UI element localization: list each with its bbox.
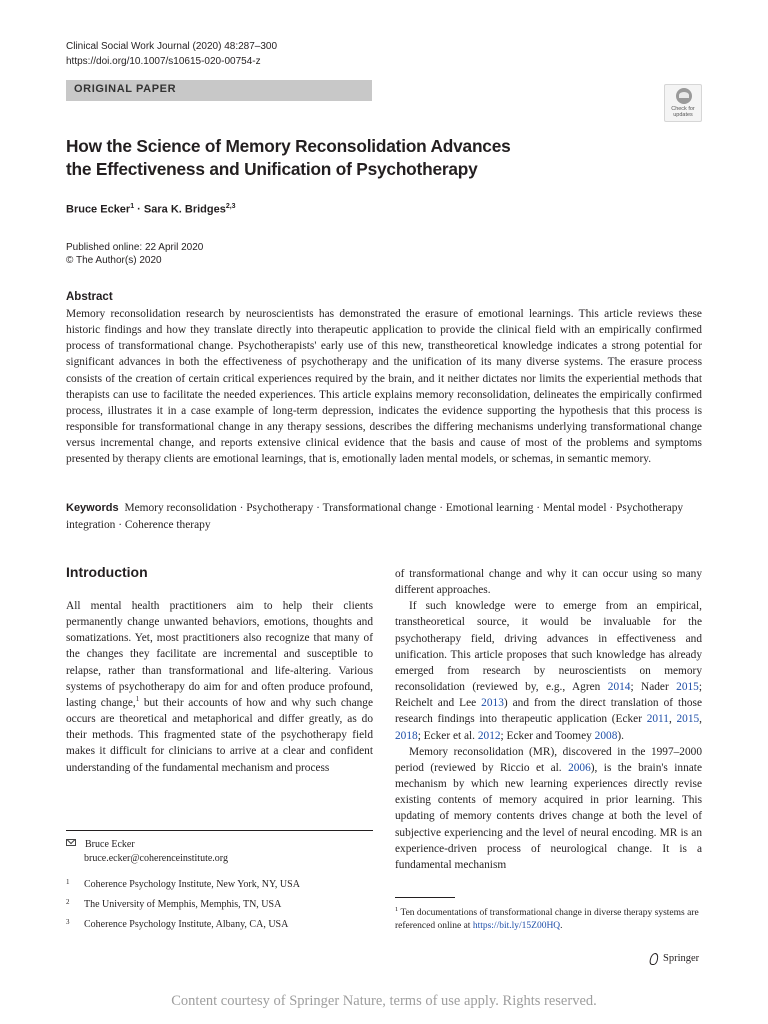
affiliation-text: Coherence Psychology Institute, Albany, CA, USA: [84, 919, 289, 930]
affiliation-item: [66, 876, 300, 891]
author-affiliation-marker: 1: [130, 203, 135, 210]
published-date: Published online: 22 April 2020: [66, 242, 204, 253]
author-list: [66, 203, 236, 216]
footnote-divider: [395, 897, 455, 898]
affiliation-text: Coherence Psychology Institute, New York, NY, USA: [84, 879, 300, 890]
footnote-marker[interactable]: 1: [135, 695, 140, 704]
footnote-end: .: [560, 921, 563, 932]
affiliation-number: 3: [66, 918, 70, 926]
title-line-2: the Effectiveness and Unification of Psychotherapy: [66, 159, 478, 179]
paragraph-text: ; Nader: [630, 681, 677, 694]
paragraph-text: but their accounts of how and why such change occurs are theoretical and metaphorical and differ greatly, as do their methods. This fragmented state of the psychotherapy field makes it difficult for clinicians to arrive at a clear and confident understanding of the fundamental mechanism and process: [66, 696, 373, 774]
badge-line-2: updates: [673, 112, 693, 118]
check-for-updates-icon: [676, 88, 692, 104]
author-name[interactable]: Bruce Ecker: [66, 203, 131, 216]
paragraph-text: ) and from the direct translation of those research findings into therapeutic application (Ecker: [395, 697, 702, 726]
author-separator: ·: [134, 203, 144, 216]
abstract-heading: Abstract: [66, 291, 113, 303]
body-paragraph: [395, 744, 702, 873]
citation-link[interactable]: 2015: [676, 681, 699, 694]
citation-link[interactable]: 2013: [481, 697, 504, 710]
doi-link[interactable]: https://doi.org/10.1007/s10615-020-00754-z: [66, 56, 261, 67]
check-for-updates-badge[interactable]: [664, 84, 702, 122]
keywords-list: Memory reconsolidation · Psychotherapy · Transformational change · Emotional learning · Mental model · Psychotherapy integration · Coherence therapy: [66, 502, 684, 531]
contact-email[interactable]: bruce.ecker@coherenceinstitute.org: [84, 853, 228, 864]
affiliation-item: [66, 916, 288, 931]
badge-line-1: Check for: [671, 106, 695, 112]
paragraph-text: ; Ecker et al.: [417, 729, 478, 742]
citation-link[interactable]: 2006: [568, 761, 591, 774]
paragraph-text: ).: [617, 729, 624, 742]
paragraph-text: ; Ecker and Toomey: [500, 729, 595, 742]
footnote-divider: [66, 830, 373, 831]
footnote-link[interactable]: https://bit.ly/15Z00HQ: [472, 921, 561, 932]
citation-link[interactable]: 2014: [607, 681, 631, 694]
journal-citation: Clinical Social Work Journal (2020) 48:287–300: [66, 41, 278, 52]
body-column-left: [66, 598, 373, 776]
citation-link[interactable]: 2015: [676, 713, 700, 726]
section-heading-introduction: Introduction: [66, 564, 148, 580]
copyright-notice: © The Author(s) 2020: [66, 255, 162, 266]
paragraph-text: All mental health practitioners aim to help their clients permanently change unwanted behaviors, emotions, thoughts and somatizations. Yet, most practitioners also recognize that many of the changes they facilitate are incremental and susceptible to relapse, rather than transformational and life-altering. Various systems of psychotherapy do aim for and often produce profound, lasting change,: [66, 600, 373, 709]
springer-horse-icon: [648, 952, 659, 965]
affiliation-number: 1: [66, 878, 70, 886]
publisher-name: Springer: [663, 953, 700, 964]
paragraph-text: If such knowledge were to emerge from an empirical, transtheoretical source, it would be invaluable for the psychotherapy field, driving advances in effectiveness and unification. This article proposes that such knowledge has already emerged from research by neuroscientists on memory reconsolidation (reviewed by, e.g., Agren: [395, 600, 702, 694]
corresponding-author: [66, 838, 228, 866]
footnote-number: 1: [395, 906, 399, 913]
keywords-section: [66, 500, 702, 533]
title-line-1: How the Science of Memory Reconsolidation Advances: [66, 136, 511, 156]
affiliation-number: 2: [66, 898, 70, 906]
publisher-logo: [648, 952, 699, 965]
body-paragraph: of transformational change and why it can occur using so many different approaches.: [395, 568, 702, 597]
citation-link[interactable]: 2011: [646, 713, 669, 726]
article-type-banner: [66, 80, 372, 101]
citation-separator: ,: [699, 713, 703, 726]
body-column-right: [395, 566, 702, 873]
abstract-text: Memory reconsolidation research by neuroscientists has demonstrated the erasure of emotional learnings. This article reviews these historic findings and how they translate directly into therapeutic application to provide the clinical field with an empirically confirmed process of transformational change. Psychotherapists' early use of this new, transtheoretical knowledge indicates a strong potential for significant advances in both the effectiveness of psychotherapy and the unification of its many diverse systems. The erasure process consists of the creation of certain critical experiences required by the brain, and it neither dictates nor limits the experiential methods that therapists can use to facilitate the needed experiences. This article explains memory reconsolidation, delineates the empirically confirmed process, illustrates it in a case example of long-term depression, indicates the evidence supporting the hypothesis that this process is responsible for transformational change in any therapy sessions, describes the differing mechanisms underlying transformational change versus incremental change, and reports extensive clinical evidence that the basis and cause of most of the problems and symptoms presented by therapy clients are emotional learnings, that is, emotionally laden mental models, or schemas, in semantic memory.: [66, 308, 702, 466]
author-name[interactable]: Sara K. Bridges: [143, 203, 226, 216]
keywords-label: Keywords: [66, 502, 119, 514]
publication-info: [66, 241, 203, 267]
footnote: [395, 903, 702, 933]
affiliation-item: [66, 896, 281, 911]
article-type-label: ORIGINAL PAPER: [74, 83, 177, 95]
article-title: [66, 135, 626, 181]
citation-link[interactable]: 2008: [594, 729, 618, 742]
author-affiliation-marker: 2,3: [225, 203, 236, 210]
paragraph-text: ), is the brain's innate mechanism by which new learning experiences directly revise existing contents of memory acquired in prior learning. This updating of memory contents drives change at both the level of subjective experiencing and the level of neural encoding. MR is an experience-driven process of neurological change. It is a fundamental mechanism: [395, 761, 702, 871]
citation-link[interactable]: 2012: [477, 729, 501, 742]
body-paragraph: [66, 598, 373, 776]
envelope-icon: [66, 839, 76, 846]
citation-link[interactable]: 2018: [395, 729, 418, 742]
footnote-text: Ten documentations of transformational change in diverse therapy systems are referenced online at: [395, 908, 699, 932]
courtesy-notice: Content courtesy of Springer Nature, terms of use apply. Rights reserved.: [171, 993, 597, 1009]
badge-text: [665, 106, 701, 118]
citation-separator: ,: [668, 713, 677, 726]
paragraph-text: Memory reconsolidation (MR), discovered in the 1997–2000 period (reviewed by Riccio et al.: [395, 745, 702, 774]
affiliation-text: The University of Memphis, Memphis, TN, USA: [84, 899, 282, 910]
contact-name: Bruce Ecker: [85, 839, 135, 850]
body-paragraph: [395, 598, 702, 743]
paragraph-text: ; Reichelt and Lee: [395, 681, 702, 710]
